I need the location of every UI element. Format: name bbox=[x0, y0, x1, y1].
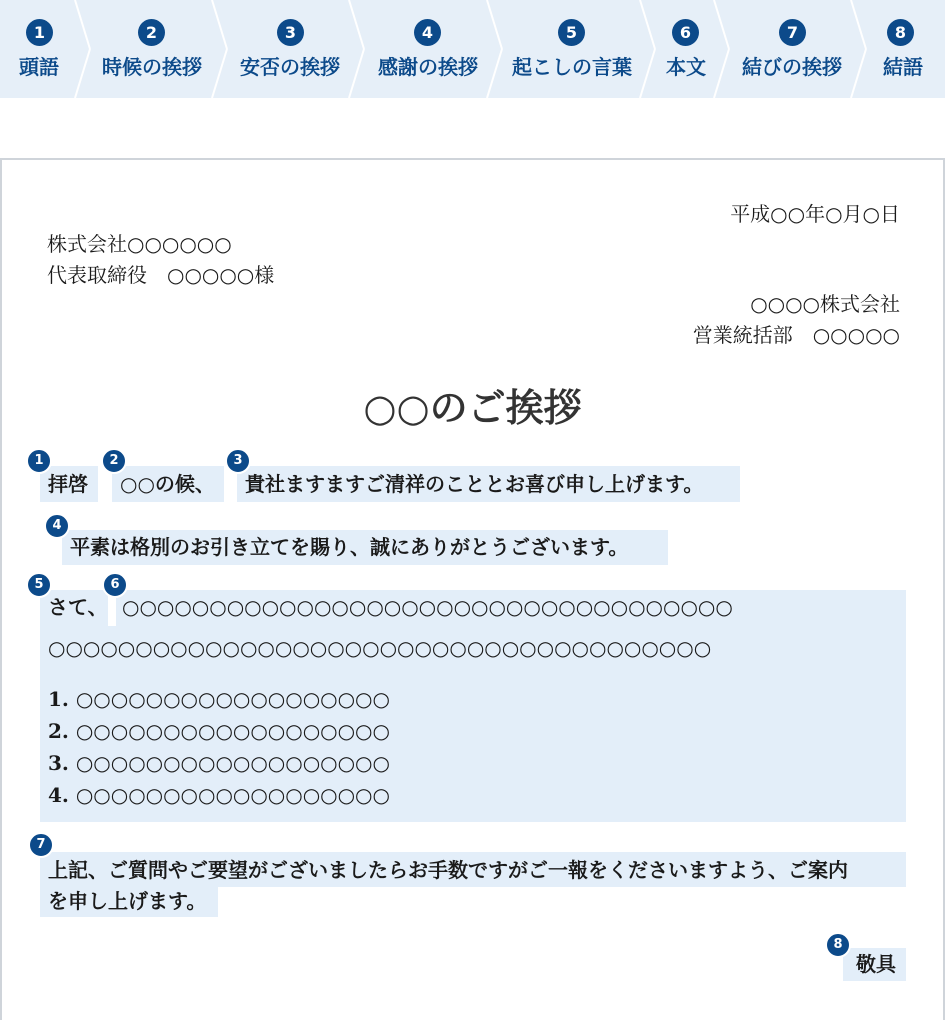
section-badge-2: 2 bbox=[101, 448, 127, 474]
step-number-badge: 8 bbox=[887, 19, 914, 46]
recipient-company: 株式会社○○○○○○ bbox=[47, 232, 232, 256]
step-label: 感謝の挨拶 bbox=[378, 55, 478, 79]
section-badge-6: 6 bbox=[102, 572, 128, 598]
step-label: 結びの挨拶 bbox=[742, 55, 842, 79]
body-list-item: 4. ○○○○○○○○○○○○○○○○○○ bbox=[48, 783, 390, 807]
section-badge-7: 7 bbox=[28, 832, 54, 858]
body-list-item: 2. ○○○○○○○○○○○○○○○○○○ bbox=[48, 719, 390, 743]
transition-word: さて、 bbox=[48, 595, 108, 619]
step-label: 安否の挨拶 bbox=[240, 55, 340, 79]
sender-company: ○○○○株式会社 bbox=[750, 292, 900, 316]
season-greeting: ○○の候、 bbox=[120, 472, 215, 496]
step-7-item[interactable] bbox=[728, 0, 856, 98]
opening-word: 拝啓 bbox=[48, 472, 88, 496]
section-badge-3: 3 bbox=[225, 448, 251, 474]
step-navigation-bar bbox=[0, 0, 945, 98]
closing-line-2: を申し上げます。 bbox=[48, 889, 207, 913]
step-number-badge: 1 bbox=[26, 19, 53, 46]
body-list-item: 1. ○○○○○○○○○○○○○○○○○○ bbox=[48, 687, 390, 711]
step-label: 起こしの言葉 bbox=[512, 55, 632, 79]
step-number-badge: 3 bbox=[277, 19, 304, 46]
step-number-badge: 7 bbox=[779, 19, 806, 46]
wellbeing-greeting: 貴社ますますご清祥のこととお喜び申し上げます。 bbox=[245, 472, 704, 496]
step-number-badge: 4 bbox=[414, 19, 441, 46]
section-badge-4: 4 bbox=[44, 513, 70, 539]
section-badge-8: 8 bbox=[825, 932, 851, 958]
recipient-person: 代表取締役 ○○○○○様 bbox=[47, 263, 275, 287]
closing-line-1: 上記、ご質問やご要望がございましたらお手数ですがご一報をくださいますよう、ご案内 bbox=[48, 858, 848, 882]
step-number-badge: 2 bbox=[138, 19, 165, 46]
section-badge-1: 1 bbox=[26, 448, 52, 474]
step-label: 頭語 bbox=[19, 55, 59, 79]
body-line-1: ○○○○○○○○○○○○○○○○○○○○○○○○○○○○○○○○○○○ bbox=[122, 595, 733, 619]
step-4-item[interactable] bbox=[364, 0, 492, 98]
step-3-item[interactable] bbox=[226, 0, 354, 98]
step-6-item[interactable] bbox=[652, 0, 720, 98]
step-label: 結語 bbox=[883, 55, 923, 79]
step-number-badge: 5 bbox=[558, 19, 585, 46]
body-line-2: ○○○○○○○○○○○○○○○○○○○○○○○○○○○○○○○○○○○○○○ bbox=[48, 636, 712, 660]
step-label: 時候の挨拶 bbox=[102, 55, 202, 79]
step-2-item[interactable] bbox=[88, 0, 216, 98]
body-list-item: 3. ○○○○○○○○○○○○○○○○○○ bbox=[48, 751, 390, 775]
step-label: 本文 bbox=[666, 55, 706, 79]
sender-department: 営業統括部 ○○○○○ bbox=[692, 323, 900, 347]
step-number-badge: 6 bbox=[672, 19, 699, 46]
letter-title: ○○のご挨拶 bbox=[363, 385, 582, 430]
step-8-item[interactable] bbox=[864, 0, 942, 98]
thanks-greeting: 平素は格別のお引き立てを賜り、誠にありがとうございます。 bbox=[70, 535, 629, 559]
section-badge-5: 5 bbox=[26, 572, 52, 598]
step-1-item[interactable] bbox=[0, 0, 78, 98]
final-word: 敬具 bbox=[856, 952, 896, 976]
step-5-item[interactable] bbox=[502, 0, 642, 98]
letter-date: 平成○○年○月○日 bbox=[730, 202, 900, 226]
